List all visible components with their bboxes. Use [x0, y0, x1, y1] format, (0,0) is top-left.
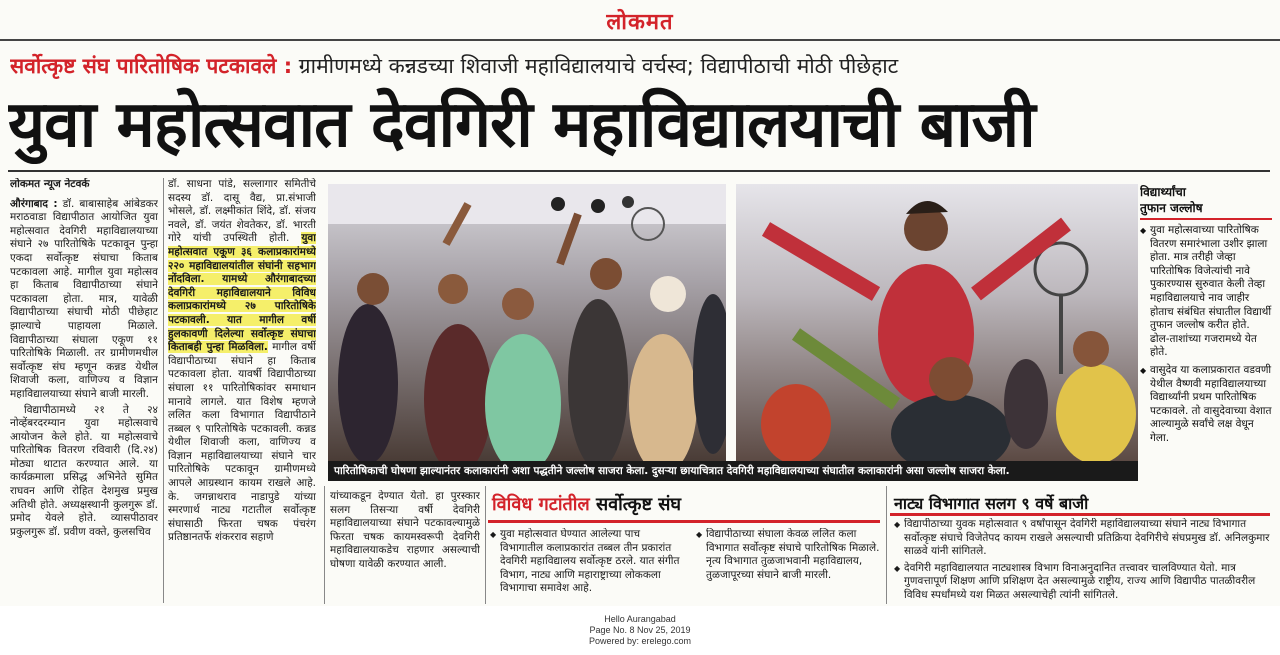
column-divider	[163, 178, 164, 603]
continuation-column: यांच्याकडून देण्यात येतो. हा पुरस्कार सलग तिसऱ्या वर्षी देवगिरी महाविद्यालयाच्या संघाने पटकावल्यामुळे फिरता चषक कायमस्वरूपी देवगिरी महाविद्यालयाकडेच राहणार असल्याची घोषणा यावेळी करण्यात आली.	[330, 490, 480, 570]
sidebar-celebration	[1140, 184, 1272, 484]
article-column-2	[168, 178, 316, 603]
footer-page-info: Page No. 8 Nov 25, 2019	[589, 625, 691, 635]
article-paragraph	[10, 198, 158, 402]
kicker-line	[10, 52, 1270, 80]
sidebar-item: ◆ वासुदेव या कलाप्रकारात वडवणी येथील वैष्णवी महाविद्यालयाच्या विद्यार्थ्यांनी प्रथम पारितोषिक पटकावले. तो वासुदेवाच्या वेशात आल्यामुळे सर्वांचे लक्ष वेधून गेला.	[1140, 364, 1272, 446]
kicker-text: ग्रामीणमध्ये कन्नडच्या शिवाजी महाविद्यालयाचे वर्चस्व; विद्यापीठाची मोठी पीछेहाट	[292, 54, 899, 78]
box-item: ◆ विद्यापीठाच्या युवक महोत्सवात ९ वर्षांपासून देवगिरी महाविद्यालयाच्या संघाने नाट्य विभागात सर्वोत्कृष्ट संघाचे विजेतेपद कायम राखले असल्याची प्रतिक्रिया देवगिरीचे संघप्रमुख डॉ. अनिलकुमार साळवे यांनी सांगितले.	[894, 518, 1270, 559]
sidebar-title-line: तुफान जल्लोष	[1140, 201, 1203, 215]
paragraph-text: डॉ. बाबासाहेब आंबेडकर मराठवाडा विद्यापीठात आयोजित युवा महोत्सवात देवगिरी महाविद्यालयाच्या संघाने २७ पारितोषिके पटकावून पुन्हा एकदा सर्वोत्कृष्ट संघाचा किताब पटकावला आहे. मागील युवा महोत्सव हा किताब विद्यापीठाच्या संघाने पटकावला होता. मात्र, यावेळी विद्यापीठाच्या संघाची मोठी पीछेहाट झाल्याचे पाहायला मिळाले. विद्यापीठाच्या संघाला एकूण ११ पारितोषिके मिळाली. तर ग्रामीणमधील सर्वोत्कृष्ट संघ म्हणून कन्नड येथील शिवाजी कला, वाणिज्य व विज्ञान महाविद्यालयाच्या संघाने बाजी मारली.	[10, 197, 158, 400]
dateline: औरंगाबाद :	[10, 197, 58, 210]
article-paragraph	[168, 178, 316, 545]
box-item: ◆ देवगिरी महाविद्यालयात नाट्यशास्त्र विभाग विनाअनुदानित तत्त्वावर चालविण्यात येतो. मात्र गुणवत्तापूर्ण शिक्षण आणि प्रशिक्षण देत असल्यामुळे राष्ट्रीय, राज्य आणि विद्यापीठ पातळीवरील विविध स्पर्धांमध्ये यश मिळत असल्याचेही त्यांनी सांगितले.	[894, 562, 1270, 603]
sidebar-title-line: विद्यार्थ्यांचा	[1140, 185, 1186, 199]
box-item: ◆ युवा महोत्सवात घेण्यात आलेल्या पाच विभागातील कलाप्रकारांत तब्बल तीन प्रकारांत देवगिरी महाविद्यालय सर्वोत्कृष्ट ठरले. यात संगीत विभाग, नाट्य आणि महाराष्ट्राच्या लोककला विभागाचा समावेश आहे.	[490, 528, 686, 596]
box-drama-title: नाट्य विभागात सलग ९ वर्षे बाजी	[894, 494, 1089, 513]
column-divider	[886, 486, 887, 604]
box-groups-col-1	[490, 528, 686, 604]
photo-image	[328, 184, 726, 461]
headline-rule	[8, 170, 1270, 172]
kicker-label: सर्वोत्कृष्ट संघ पारितोषिक पटकावले :	[10, 54, 293, 78]
photo-image	[736, 184, 1138, 461]
footer-powered-by: Powered by: erelego.com	[588, 636, 692, 646]
paragraph-text: मागील वर्षी विद्यापीठाच्या संघाने हा किताब पटकावला होता. यावर्षी विद्यापीठाच्या संघाला ११ पारितोषिकांवर समाधान मानावे लागले. यात विशेष म्हणजे ललित कला विभागात विद्यापीठाने तब्बल ९ पारितोषिके पटकावली. कन्नड येथील शिवाजी कला, वाणिज्य व विज्ञान महाविद्यालयाच्या संघाने चार पारितोषिके पटकावून ग्रामीणमध्ये आपले आग्रस्थान कायम राखले आहे. के. जगन्नाथराव नाडापुडे यांच्या स्मरणार्थ नाट्य गटातील सर्वोत्कृष्ट संघासाठी फिरता चषक पंचरंग प्रतिष्ठानतर्फे शंकरराव सहाणे	[168, 341, 316, 544]
main-headline: युवा महोत्सवात देवगिरी महाविद्यालयाची बाजी	[8, 88, 1035, 162]
top-rule	[0, 39, 1280, 41]
photo-celebration-1	[328, 184, 726, 461]
lokmat-logo: लोकमत	[606, 9, 674, 35]
byline: लोकमत न्यूज नेटवर्क	[10, 178, 90, 190]
article-paragraph: विद्यापीठामध्ये २१ ते २४ नोव्हेंबरदरम्यान युवा महोत्सवाचे आयोजन केले होते. या महोत्सवाचे पारितोषिक वितरण रविवारी (दि.२४) मोठ्या थाटात करण्यात आले. या कार्यक्रमाला प्रसिद्ध अभिनेते सुमित राघवन आणि रोहित देशमुख प्रमुख अतिथी होते. अध्यक्षस्थानी कुलगुरू डॉ. प्रमोद येवले होते. व्यासपीठावर प्रकुलगुरू डॉ. प्रवीण वक्ते, कुलसचिव	[10, 403, 158, 538]
sidebar-title	[1140, 184, 1272, 220]
footer-title: Hello Aurangabad	[604, 614, 676, 624]
box-groups-col-2	[696, 528, 880, 604]
masthead	[0, 6, 1280, 38]
box-drama-rule	[890, 513, 1270, 516]
column-divider	[324, 486, 325, 604]
highlighted-text: युवा महोत्सवात एकूण ३६ कलाप्रकारांमध्ये २२० महाविद्यालयांतील संघांनी सहभाग नोंदविला. यामध्ये औरंगाबादच्या देवगिरी महाविद्यालयाने विविध कलाप्रकारांमध्ये २७ पारितोषिके पटकावली. यात मागील वर्षी हुलकावणी दिलेल्या सर्वोत्कृष्ट संघाचा किताबही पुन्हा मिळविला.	[168, 232, 316, 354]
box-drama-text	[894, 518, 1270, 604]
column-divider	[485, 486, 486, 604]
box-title-black: सर्वोत्कृष्ट संघ	[589, 494, 682, 515]
box-item: ◆ विद्यापीठाच्या संघाला केवळ ललित कला विभागात सर्वोत्कृष्ट संघाचे पारितोषिक मिळाले. नृत्य विभागात तुळजाभवानी महाविद्यालय, तुळजापूरच्या संघाने बाजी मारली.	[696, 528, 880, 582]
box-groups-rule	[488, 520, 880, 523]
paragraph-text: डॉ. साधना पांडे, सल्लागार समितीचे सदस्य डॉ. दासू वैद्य, प्रा.संभाजी भोसले, डॉ. लक्ष्मीकांत शिंदे, डॉ. संजय नवले, डॉ. जयंत शेवतेकर, डॉ. भारती गोरे यांची उपस्थिती होती.	[168, 178, 316, 245]
box-title-red: विविध गटांतील	[492, 494, 590, 515]
photo-caption: पारितोषिकाची घोषणा झाल्यानंतर कलाकारांनी अशा पद्धतीने जल्लोष साजरा केला. दुसऱ्या छायाचित्रात देवगिरी महाविद्यालयाच्या संघातील कलाकारांनी असा जल्लोष साजरा केला.	[328, 461, 1138, 481]
box-groups-title	[492, 492, 681, 516]
page-footer	[0, 614, 1280, 647]
photo-celebration-2	[736, 184, 1138, 461]
article-column-1	[10, 178, 158, 603]
sidebar-item: ◆ युवा महोत्सवाच्या पारितोषिक वितरण समारंभाला उशीर झाला होता. मात्र तरीही जेव्हा पारितोषिक विजेत्यांची नावे पुकारण्यास सुरुवात केली तेव्हा महाविद्यालयाचे नाव जाहीर होताच संबंधित संघातील विद्यार्थी तुफान जल्लोष करीत होते. ढोल-ताशांच्या गजरामध्ये येत होते.	[1140, 224, 1272, 360]
